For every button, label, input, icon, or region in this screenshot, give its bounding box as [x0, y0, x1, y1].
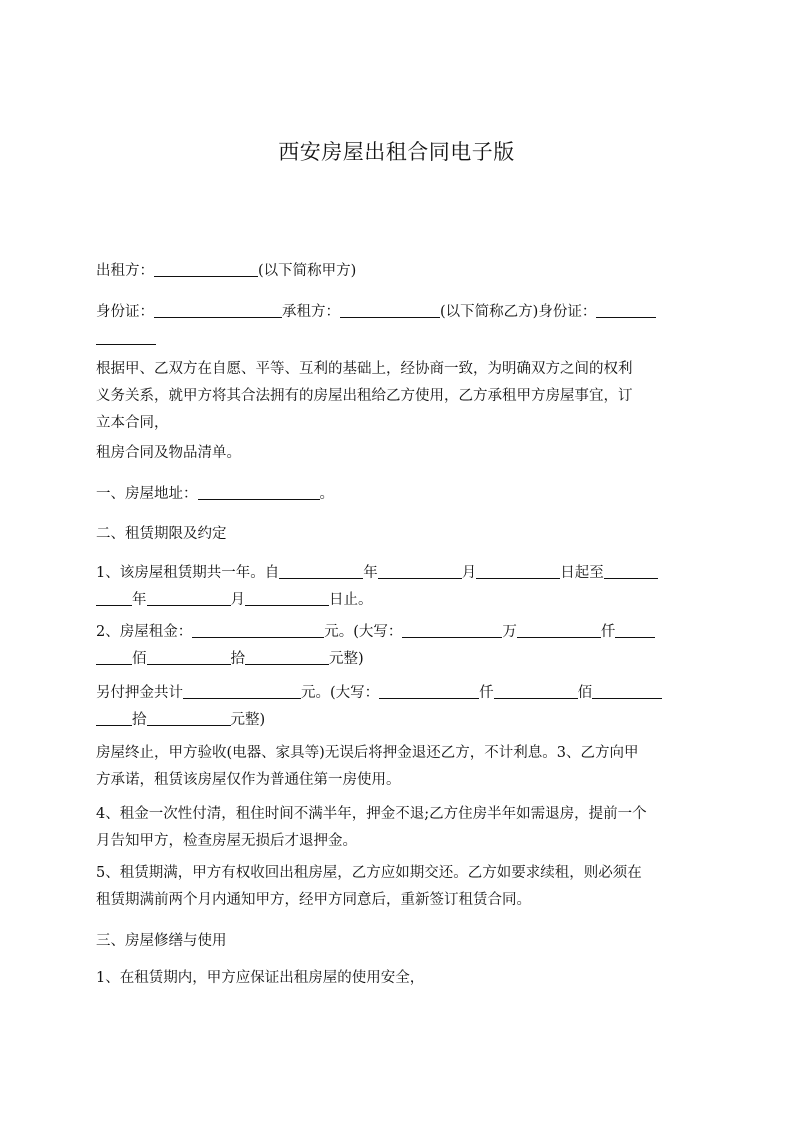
termination-paragraph: 房屋终止，甲方验收(电器、家具等)无误后将押金退还乙方，不计利息。3、乙方向甲 方承诺，租赁该房屋仅作为普通住第一房使用。 — [96, 745, 639, 788]
lessee-name-blank — [340, 301, 440, 318]
deposit-shi-blank — [592, 682, 662, 699]
start-day-blank — [476, 562, 560, 579]
item5-paragraph: 5、租赁期满，甲方有权收回出租房屋，乙方应如期交还。乙方如要求续租，则必须在 租赁期满前两个月内通知甲方，经甲方同意后，重新签订租赁合同。 — [96, 865, 642, 908]
lessee-id-blank-cont — [96, 328, 156, 345]
document-title: 西安房屋出租合同电子版 — [278, 140, 515, 164]
lessee-id-blank — [596, 301, 656, 318]
end-month-blank — [147, 589, 231, 606]
lessor-id-blank — [154, 301, 282, 318]
rent-shi-blank — [147, 648, 231, 665]
id-lessee-line: 身份证： 承租方： (以下简称乙方)身份证： — [96, 299, 708, 353]
rent-amount-blank — [192, 621, 324, 638]
deposit-paragraph: 另付押金共计 元。(大写： 仟 佰 拾 元整) — [96, 680, 708, 734]
rent-bai-blank — [615, 621, 655, 638]
deposit-qian-blank — [379, 682, 479, 699]
rent-qian-blank — [517, 621, 601, 638]
deposit-yuan-blank — [147, 709, 231, 726]
rent-paragraph: 2、房屋租金： 元。(大写： 万 仟 佰 拾 元整) — [96, 619, 708, 673]
intro-paragraph: 根据甲、乙双方在自愿、平等、互利的基础上，经协商一致，为明确双方之间的权利 义务关系，就甲方将其合法拥有的房屋出租给乙方使用，乙方承租甲方房屋事宜，订 立本合同， — [96, 361, 633, 431]
rent-wan-blank — [402, 621, 502, 638]
end-day-blank — [245, 589, 329, 606]
lessor-line: 出租方： (以下简称甲方) — [96, 258, 708, 285]
rent-bai-blank-cont — [96, 648, 132, 665]
inventory-line: 租房合同及物品清单。 — [96, 445, 241, 461]
deposit-shi-blank-cont — [96, 709, 132, 726]
deposit-bai-blank — [494, 682, 578, 699]
start-year-blank — [279, 562, 363, 579]
deposit-amount-blank — [183, 682, 301, 699]
address-blank — [198, 483, 320, 500]
item4-paragraph: 4、租金一次性付清，租住时间不满半年，押金不退;乙方住房半年如需退房，提前一个 月告知甲方，检查房屋无损后才退押金。 — [96, 806, 647, 849]
term-paragraph: 1、该房屋租赁期共一年。自 年 月 日起至 年 月 日止。 — [96, 560, 708, 614]
start-month-blank — [378, 562, 462, 579]
section2-heading: 二、租赁期限及约定 — [96, 526, 227, 542]
rent-yuan-blank — [245, 648, 329, 665]
section3-heading: 三、房屋修缮与使用 — [96, 933, 227, 949]
end-year-blank — [604, 562, 658, 579]
end-year-blank-cont — [96, 589, 132, 606]
section1-address: 一、房屋地址： 。 — [96, 481, 708, 508]
lessor-name-blank — [154, 260, 258, 277]
section3-item1: 1、在租赁期内，甲方应保证出租房屋的使用安全， — [96, 970, 425, 986]
